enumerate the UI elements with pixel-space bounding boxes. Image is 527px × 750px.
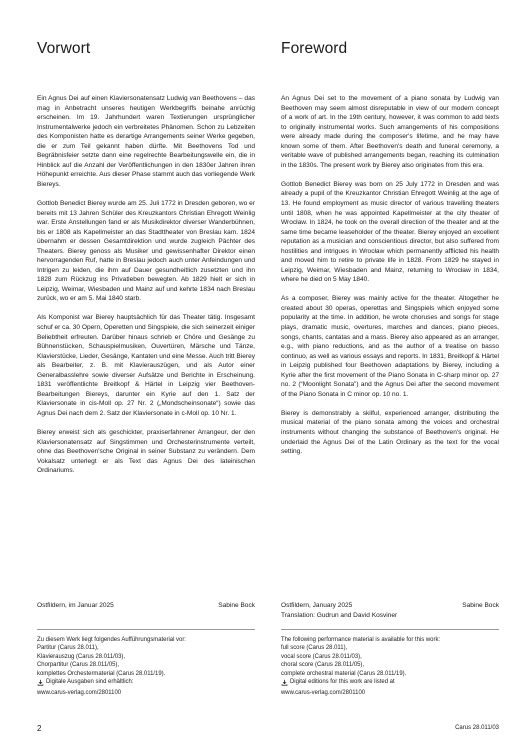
material-intro: The following performance material is available for this work:: [281, 637, 441, 643]
paragraph: As a composer, Bierey was mainly active for the theater. Altogether he created about 30 operas, operettas and Singspiels which enjoyed some popularity at the time. In addition, he wrote choruses and songs for stage plays, dramatic music, overtures, marches and dances, piano pieces, songs, chants, cantatas and a mass. Bierey also appeared as an arranger, e.g., with piano reductions, and as the author of a treatise on basso continuo, as well as various essays and reports. In 1831, Breitkopf & Härtel in Leipzig published four Beethoven adaptations by Bierey, including a Kyrie after the first movement of the Piano Sonata in C-sharp minor op. 27 no. 2 (“Moonlight Sonata”) and the Agnus Dei after the second movement of the Piano Sonata in C minor op. 10 no. 1.: [281, 295, 499, 398]
divider: [281, 629, 499, 630]
download-icon: [281, 679, 288, 686]
place-date: Ostfildern, January 2025: [281, 602, 353, 609]
paragraph: Als Komponist war Bierey hauptsächlich für das Theater tätig. Insgesamt schuf er ca. 30 Opern, Operetten und Singspiele, die sich seinerzeit einiger Beliebtheit erfreuten. Darüber hinaus schrieb er Chöre und Gesänge zu Bühnenstücken, Schauspielmusiken, Ouvertüren, Märsche und Tänze, Klavierstücke, Lieder, Gesänge, Kantaten und eine Messe. Auch tritt Bierey als Bearbeiter, z. B. mit Klavierauszügen, und als Autor einer Generalbasslehre sowie diverser Aufsätze und Berichte in Erscheinung. 1831 veröffentlichte Breitkopf & Härtel in Leipzig vier Beethoven-Bearbeitungen Biereys, darunter ein Kyrie auf den 1. Satz der Klaviersonate in cis-Moll op. 27 Nr. 2 („Mondscheinsonate“) sowie das Agnus Dei nach dem 2. Satz der Klaviersonate in c-Moll op. 10 Nr. 1.: [37, 314, 255, 417]
material-note-german: [37, 636, 255, 698]
paragraph: Ein Agnus Dei auf einen Klaviersonatensatz Ludwig van Beethovens – das mag in Anbetracht unseres heutigen Werkbegriffs beinahe anrüchig erscheinen. Im 19. Jahrhundert waren Textierungen ursprünglicher Instrumentalwerke jedoch ein verbreitetes Phänomen. Schon zu Lebzeiten des Komponisten hatte es derartige Arrangements seiner Werke gegeben, die er zum Teil gekannt haben dürfte. Mit Beethovens Tod und Begräbnisfeier setzte dann eine regelrechte Bearbeitungswelle ein, die in Hinblick auf die Anzahl der Veröffentlichungen in den 1830er Jahren ihren Höhepunkt erreichte. Aus dieser Phase stammt auch das vorliegende Werk Biereys.: [37, 95, 255, 188]
material-item: vocal score (Carus 28.011/03),: [281, 653, 362, 660]
material-item: complete orchestral material (Carus 28.011/19).: [281, 670, 407, 677]
digital-text: Digital editions for this work are listed at: [290, 679, 395, 686]
paragraph: Gottlob Benedict Bierey wurde am 25. Juli 1772 in Dresden geboren, wo er bereits mit 13 Jahren Schüler des Kreuzkantors Christian Ehregott Weinlig war. Erste Anstellungen fand er als Musikdirektor diverser Wanderbühnen, bis er 1808 als Kapellmeister an das Stadttheater von Breslau kam. 1824 übernahm er dessen Gesamtdirektion und wurde zugleich Pächter des Theaters. Bierey genoss als Musiker und gewissenhafter Direktor einen hervorragenden Ruf, hatte in Breslau jedoch auch unter Anfeindungen und Intrigen zu leiden, die ihm auf Dauer gesundheitlich zusetzten und ihn 1828 zum Rückzug ins Privatleben bewegten. Ab 1829 hielt er sich in Leipzig, Weimar, Wiesbaden und Mainz auf und kehrte 1834 nach Breslau zurück, wo er am 5. Mai 1840 starb.: [37, 199, 255, 303]
material-item: Klavierauszug (Carus 28.011/03),: [37, 653, 126, 660]
carus-url-link[interactable]: www.carus-verlag.com/2801100: [281, 690, 366, 697]
paragraph: An Agnus Dei set to the movement of a piano sonata by Ludwig van Beethoven may seem almost disreputable in view of our modern concept of a work of art. In the 19th century, however, it was common to add texts to originally instrumental works. Such arrangements of his compositions were already made during the composer's lifetime, and he may have known some of them. After Beethoven's death and funeral ceremony, a veritable wave of published arrangements began, reaching its culmination in the 1830s. The present work by Bierey also originates from this era.: [281, 95, 499, 169]
material-note-english: [281, 636, 499, 698]
paragraph: Bierey erweist sich als geschickter, praxiserfahrener Arrangeur, der den Klaviersonatensatz auf Singstimmen und Orchesterinstrumente verteilt, ohne das Beethoven'sche Original in seiner Substanz zu verändern. Dem Vokalsatz unterlegt er als Text das Agnus Dei des lateinischen Ordinariums.: [37, 429, 255, 475]
translation-credit: Translation: Gudrun and David Kosviner: [281, 611, 398, 619]
paragraph: Gottlob Benedict Bierey was born on 25 July 1772 in Dresden and was already a pupil of the Kreuzkantor Christian Ehregott Weinlig at the age of 13. He found employment as music director of various travelling theaters until 1808, when he was appointed Kapellmeister at the city theater of Wrocław. In 1824, he took on the overall direction of the theater and at the same time became leaseholder of the theater. Bierey enjoyed an excellent reputation as a musician and conscientious director, but also suffered from hostilities and intrigues in Wrocław which permanently afflicted his health and moved him to retire to private life in 1828. From 1829 he stayed in Leipzig, Weimar, Wiesbaden and Mainz, returning to Wrocław in 1834, where he died on 5 May 1840.: [281, 180, 499, 284]
author-name: Sabine Bock: [218, 602, 255, 609]
material-item: Chorpartitur (Carus 28.011/05),: [37, 662, 120, 669]
title-foreword: Foreword: [281, 40, 348, 58]
body-text-german: [37, 94, 255, 485]
material-item: komplettes Orchestermaterial (Carus 28.011/19).: [37, 670, 166, 677]
digital-editions-line: [37, 678, 133, 686]
material-item: full score (Carus 28.011),: [281, 645, 348, 652]
material-intro: Zu diesem Werk liegt folgendes Aufführungsmaterial vor:: [37, 637, 186, 643]
carus-url-link[interactable]: www.carus-verlag.com/2801100: [37, 690, 122, 697]
title-vorwort: Vorwort: [37, 40, 91, 58]
author-name: Sabine Bock: [462, 602, 499, 609]
place-date: Ostfildern, im Januar 2025: [37, 602, 114, 609]
digital-text: Digitale Ausgaben sind erhältlich:: [46, 679, 134, 686]
material-item: Partitur (Carus 28.011),: [37, 645, 99, 652]
paragraph: Bierey is demonstrably a skilful, experienced arranger, distributing the musical material of the piano sonata among the voices and orchestral instruments without changing the substance of Beethoven's original. He underlaid the Agnus Dei of the Latin Ordinary as the text for the vocal setting.: [281, 409, 499, 456]
body-text-english: [281, 94, 499, 466]
download-icon: [37, 679, 44, 686]
catalog-number: Carus 28.011/03: [455, 725, 499, 731]
digital-editions-line: [281, 678, 395, 686]
signature-block: [37, 601, 255, 611]
page-number: 2: [37, 724, 42, 733]
material-item: choral score (Carus 28.011/05),: [281, 662, 365, 669]
signature-block: [281, 601, 499, 620]
divider: [37, 629, 255, 630]
